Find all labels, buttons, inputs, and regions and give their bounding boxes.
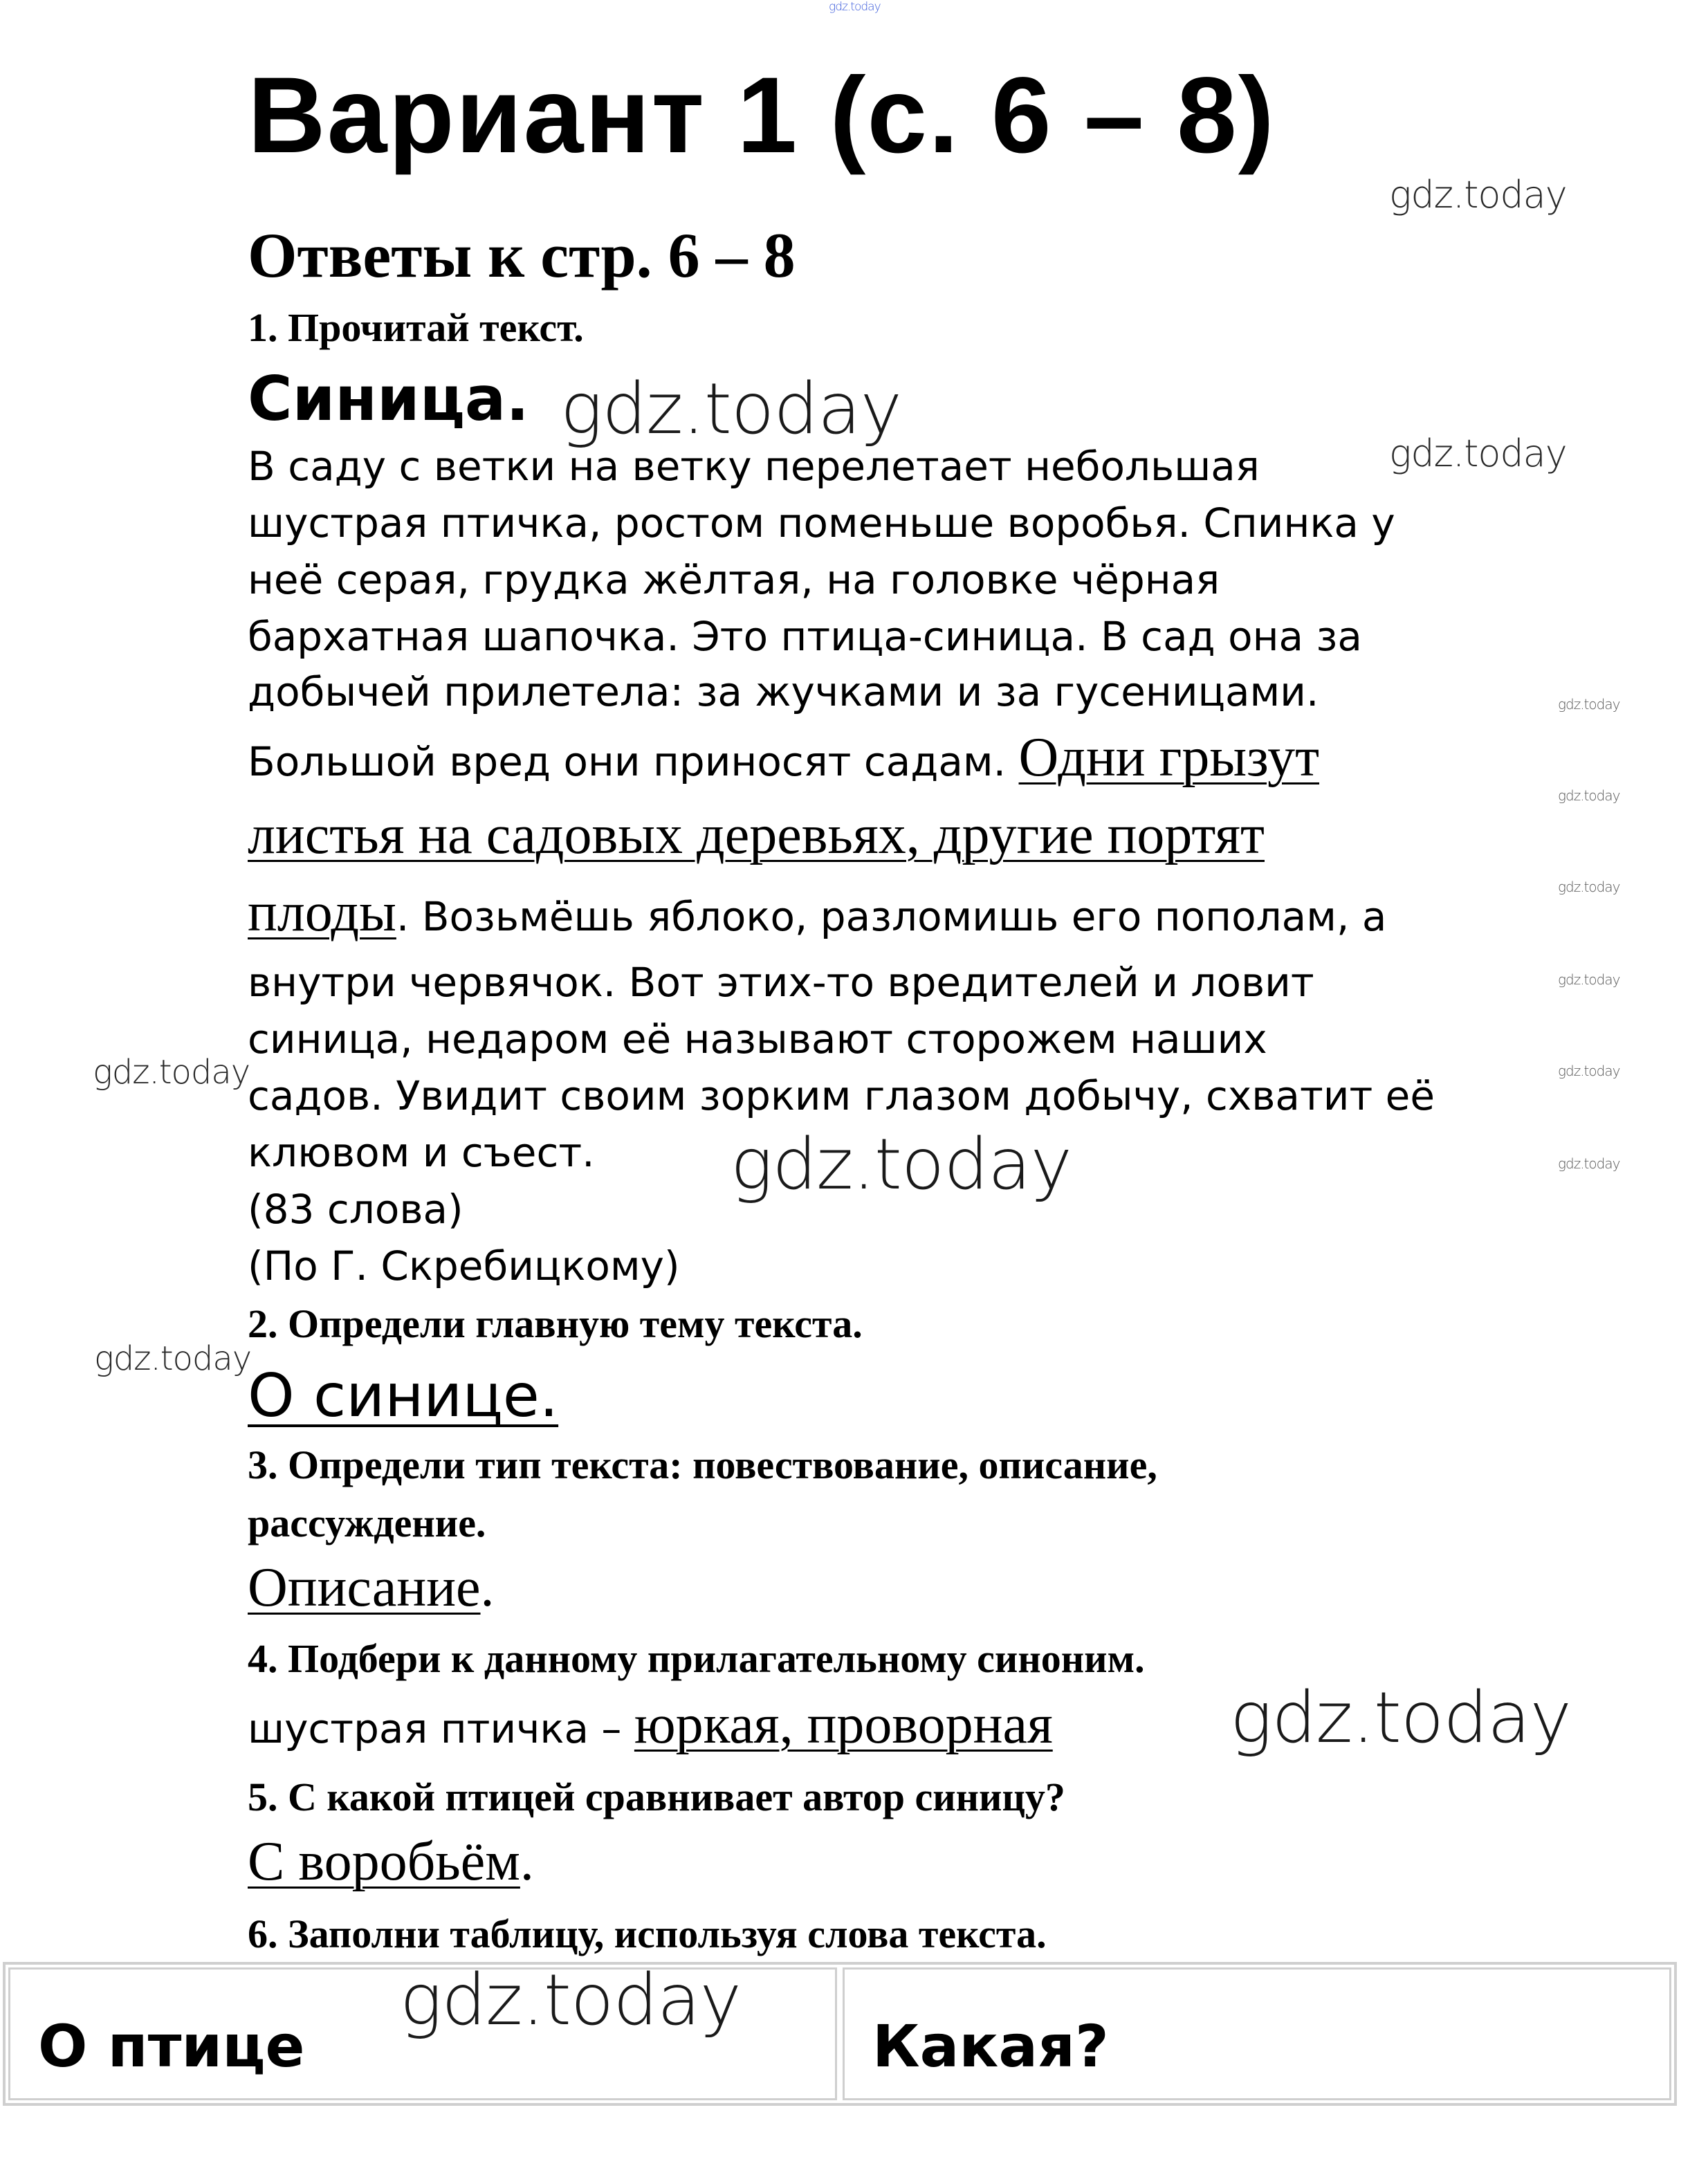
story-line: В саду с ветки на ветку перелетает небольшая [248, 443, 1260, 490]
watermark: gdz.today [1558, 879, 1620, 895]
answer-4-line [248, 1694, 1053, 1756]
answer-3-dot: . [480, 1557, 495, 1618]
watermark-top: gdz.today [829, 0, 881, 14]
question-5: 5. С какой птицей сравнивает автор синицу? [248, 1774, 1065, 1819]
watermark: gdz.today [1558, 1155, 1620, 1172]
watermark: gdz.today [1558, 787, 1620, 804]
story-line [248, 881, 1386, 944]
story-line: синица, недаром её называют сторожем наших [248, 1016, 1267, 1063]
watermark: gdz.today [1558, 971, 1620, 988]
underlined-answer: листья на садовых деревьях, другие портят [248, 805, 1265, 865]
answer-4-prefix: шустрая птичка – [248, 1705, 634, 1752]
question-1: 1. Прочитай текст. [248, 305, 584, 350]
story-line: бархатная шапочка. Это птица-синица. В сад она за [248, 613, 1362, 660]
watermark: gdz.today [560, 368, 901, 450]
table-cell-what-kind [843, 1967, 1671, 2100]
watermark: gdz.today [1389, 173, 1567, 217]
page-subtitle: Ответы к стр. 6 – 8 [248, 220, 796, 291]
question-6: 6. Заполни таблицу, используя слова текста. [248, 1911, 1047, 1956]
answer-3: Описание [248, 1557, 481, 1618]
answer-5-dot: . [520, 1831, 534, 1892]
story-line: внутри червячок. Вот этих-то вредителей и ловит [248, 959, 1314, 1006]
story-line: добычей прилетела: за жучками и за гусеницами. [248, 668, 1319, 715]
question-2: 2. Определи главную тему текста. [248, 1301, 863, 1346]
watermark: gdz.today [1230, 1677, 1571, 1759]
answer-table [3, 1962, 1677, 2106]
story-text: Большой вред они приносят садам. [248, 738, 1019, 785]
watermark: gdz.today [1558, 1063, 1620, 1079]
watermark: gdz.today [1558, 696, 1620, 713]
story-line: неё серая, грудка жёлтая, на головке чёрная [248, 556, 1220, 603]
watermark: gdz.today [731, 1123, 1072, 1206]
answer-5-line [248, 1830, 534, 1893]
story-line: (По Г. Скребицкому) [248, 1242, 680, 1289]
table-header: Какая? [872, 2012, 1109, 2080]
watermark: gdz.today [1389, 432, 1567, 475]
story-line: шустрая птичка, ростом поменьше воробья. Спинка у [248, 499, 1395, 547]
answer-2: О синице. [248, 1361, 559, 1431]
answer-3-line [248, 1557, 495, 1619]
underlined-answer: плоды [248, 882, 396, 943]
story-line: клювом и съест. [248, 1129, 595, 1176]
story-text: . Возьмёшь яблоко, разломишь его пополам, а [396, 893, 1387, 940]
question-3-cont: рассуждение. [248, 1500, 486, 1545]
story-line [248, 726, 1319, 789]
table-header: О птице [38, 2012, 305, 2080]
story-title: Синица. [248, 363, 529, 434]
question-4: 4. Подбери к данному прилагательному синоним. [248, 1636, 1145, 1681]
story-line: (83 слова) [248, 1186, 463, 1233]
watermark: gdz.today [94, 1339, 252, 1378]
story-line: садов. Увидит своим зорким глазом добычу, схватит её [248, 1072, 1435, 1119]
watermark: gdz.today [93, 1053, 250, 1092]
underlined-answer: Одни грызут [1018, 727, 1320, 788]
question-3: 3. Определи тип текста: повествование, описание, [248, 1442, 1157, 1487]
answer-4: юркая, проворная [634, 1694, 1053, 1755]
answer-5: С воробьём [248, 1831, 520, 1892]
page-title: Вариант 1 (с. 6 – 8) [248, 55, 1276, 176]
watermark: gdz.today [400, 1959, 741, 2041]
